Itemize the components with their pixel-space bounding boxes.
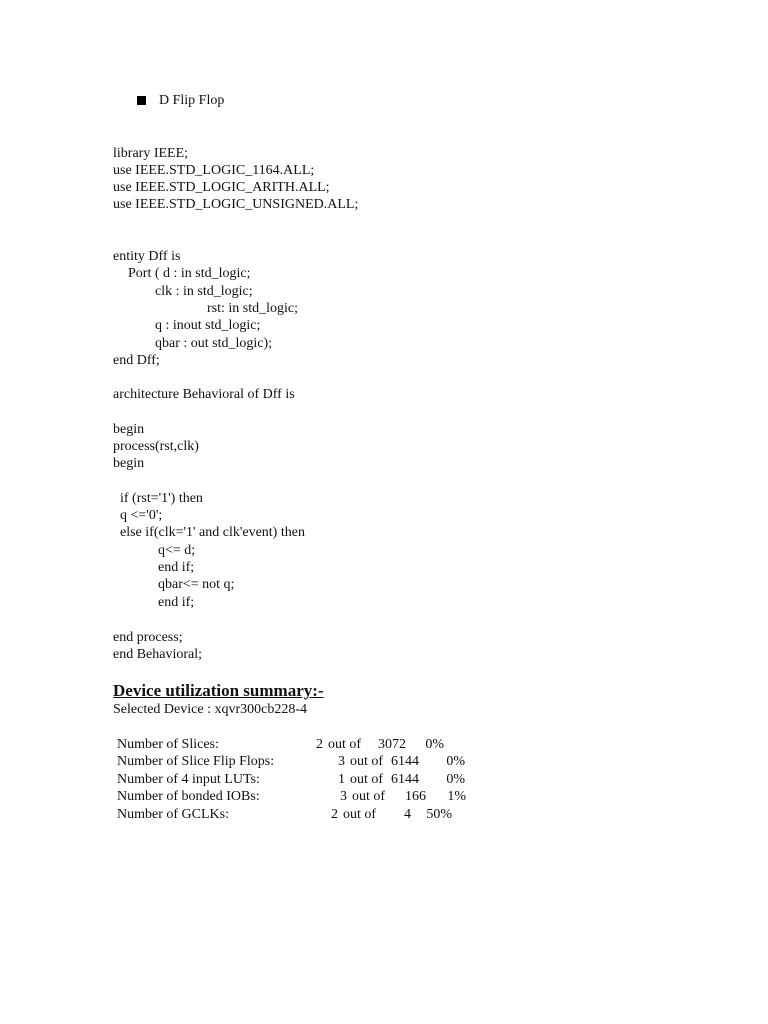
- code-line: q <='0';: [120, 508, 163, 523]
- row-total: 6144: [391, 771, 419, 787]
- row-label: Number of GCLKs:: [117, 806, 229, 822]
- code-line: entity Dff is: [113, 249, 181, 264]
- row-used: 2: [316, 737, 323, 752]
- code-line: rst: in std_logic;: [207, 301, 298, 316]
- summary-heading: Device utilization summary:-: [113, 681, 324, 700]
- row-percent: 0%: [446, 754, 465, 770]
- row-label: Number of bonded IOBs:: [117, 789, 260, 805]
- row-label: Number of Slices:: [117, 737, 219, 752]
- row-used: 2: [331, 806, 338, 822]
- row-total: 6144: [391, 754, 419, 770]
- row-out-of: out of: [352, 789, 386, 805]
- code-line: end Behavioral;: [113, 647, 203, 662]
- row-out-of: out of: [350, 754, 384, 770]
- code-line: end if;: [158, 595, 195, 610]
- code-line: use IEEE.STD_LOGIC_1164.ALL;: [113, 163, 315, 178]
- row-total: 4: [404, 806, 411, 822]
- code-line: Port ( d : in std_logic;: [128, 266, 251, 281]
- row-percent: 0%: [425, 737, 444, 752]
- code-line: begin: [113, 456, 145, 471]
- row-label: Number of Slice Flip Flops:: [117, 754, 275, 770]
- code-line: qbar<= not q;: [158, 577, 235, 592]
- row-out-of: out of: [328, 737, 362, 752]
- code-line: q<= d;: [158, 543, 196, 558]
- code-line: use IEEE.STD_LOGIC_UNSIGNED.ALL;: [113, 197, 359, 212]
- code-line: process(rst,clk): [113, 439, 199, 454]
- code-line: library IEEE;: [113, 146, 189, 161]
- code-line: use IEEE.STD_LOGIC_ARITH.ALL;: [113, 180, 330, 195]
- code-line: end Dff;: [113, 353, 160, 368]
- selected-device: Selected Device : xqvr300cb228-4: [113, 702, 307, 717]
- row-percent: 0%: [446, 771, 465, 787]
- code-line: else if(clk='1' and clk'event) then: [120, 525, 305, 540]
- code-line: begin: [113, 422, 145, 437]
- row-used: 3: [340, 789, 347, 805]
- row-out-of: out of: [350, 771, 384, 787]
- code-line: q : inout std_logic;: [155, 318, 261, 333]
- row-out-of: out of: [343, 806, 377, 822]
- row-total: 166: [405, 789, 426, 805]
- row-label: Number of 4 input LUTs:: [117, 771, 260, 787]
- code-line: architecture Behavioral of Dff is: [113, 387, 295, 402]
- code-line: end if;: [158, 560, 195, 575]
- row-percent: 50%: [426, 806, 452, 822]
- code-line: qbar : out std_logic);: [155, 336, 273, 351]
- row-used: 1: [338, 771, 345, 787]
- code-line: end process;: [113, 630, 183, 645]
- row-percent: 1%: [447, 789, 466, 805]
- code-line: clk : in std_logic;: [155, 284, 253, 299]
- row-total: 3072: [378, 737, 406, 752]
- section-title: D Flip Flop: [159, 93, 225, 108]
- code-line: if (rst='1') then: [120, 491, 203, 506]
- row-used: 3: [338, 754, 345, 770]
- bullet-square-icon: [137, 96, 146, 105]
